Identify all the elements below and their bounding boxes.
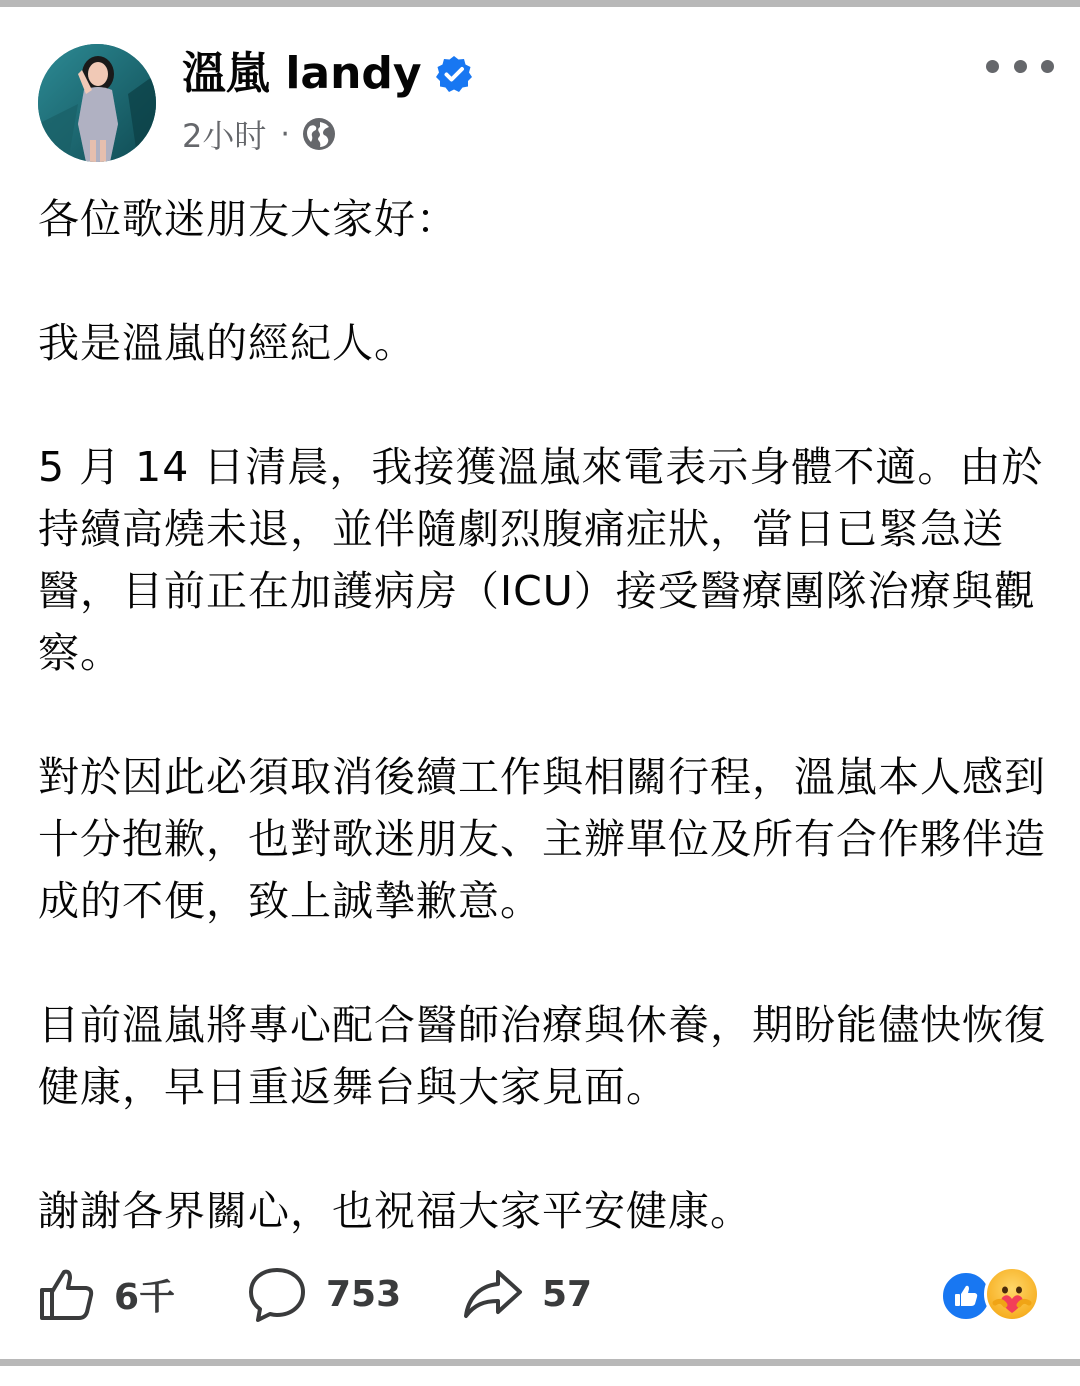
post-meta [182, 112, 336, 156]
comment-count: 753 [326, 1273, 402, 1315]
post-paragraph-thanks: 謝謝各界關心，也祝福大家平安健康。 [38, 1187, 752, 1235]
post-text [38, 188, 1048, 1242]
thumbs-up-icon [36, 1264, 96, 1324]
post-paragraph-greeting: 各位歌迷朋友大家好： [38, 195, 458, 243]
comment-bubble-icon [246, 1264, 308, 1324]
post-time[interactable]: 2小时 [182, 117, 267, 155]
care-reaction-icon [984, 1266, 1040, 1322]
author-name[interactable]: 溫嵐 landy [182, 48, 422, 99]
more-dot-icon [986, 60, 999, 73]
share-button[interactable] [462, 1262, 592, 1326]
more-dot-icon [1014, 60, 1027, 73]
top-divider [0, 0, 1080, 7]
meta-separator: · [280, 116, 290, 152]
post-paragraph-apology: 對於因此必須取消後續工作與相關行程，溫嵐本人感到十分抱歉，也對歌迷朋友、主辦單位及所有合作夥伴造成的不便，致上誠摯歉意。 [38, 753, 1046, 925]
like-count: 6千 [114, 1276, 176, 1318]
comment-button[interactable] [246, 1262, 401, 1326]
more-options-button[interactable] [986, 46, 1054, 86]
post-paragraph-incident: 5 月 14 日清晨，我接獲溫嵐來電表示身體不適。由於持續高燒未退，並伴隨劇烈腹痛症狀，當日已緊急送醫，目前正在加護病房（ICU）接受醫療團隊治療與觀察。 [38, 443, 1044, 677]
author-name-row[interactable] [182, 44, 474, 104]
post-actions-bar [36, 1262, 1046, 1326]
reactions-summary[interactable] [940, 1266, 1044, 1322]
author-avatar[interactable] [38, 44, 156, 162]
share-count: 57 [542, 1273, 593, 1315]
post-paragraph-intro: 我是溫嵐的經紀人。 [38, 319, 416, 367]
share-arrow-icon [462, 1264, 524, 1324]
more-dot-icon [1041, 60, 1054, 73]
post-paragraph-recovery: 目前溫嵐將專心配合醫師治療與休養，期盼能儘快恢復健康，早日重返舞台與大家見面。 [38, 1001, 1046, 1111]
avatar-photo [38, 44, 156, 162]
verified-badge-icon [434, 54, 474, 94]
like-button[interactable] [36, 1262, 175, 1326]
globe-icon[interactable] [302, 117, 336, 151]
bottom-divider [0, 1359, 1080, 1366]
